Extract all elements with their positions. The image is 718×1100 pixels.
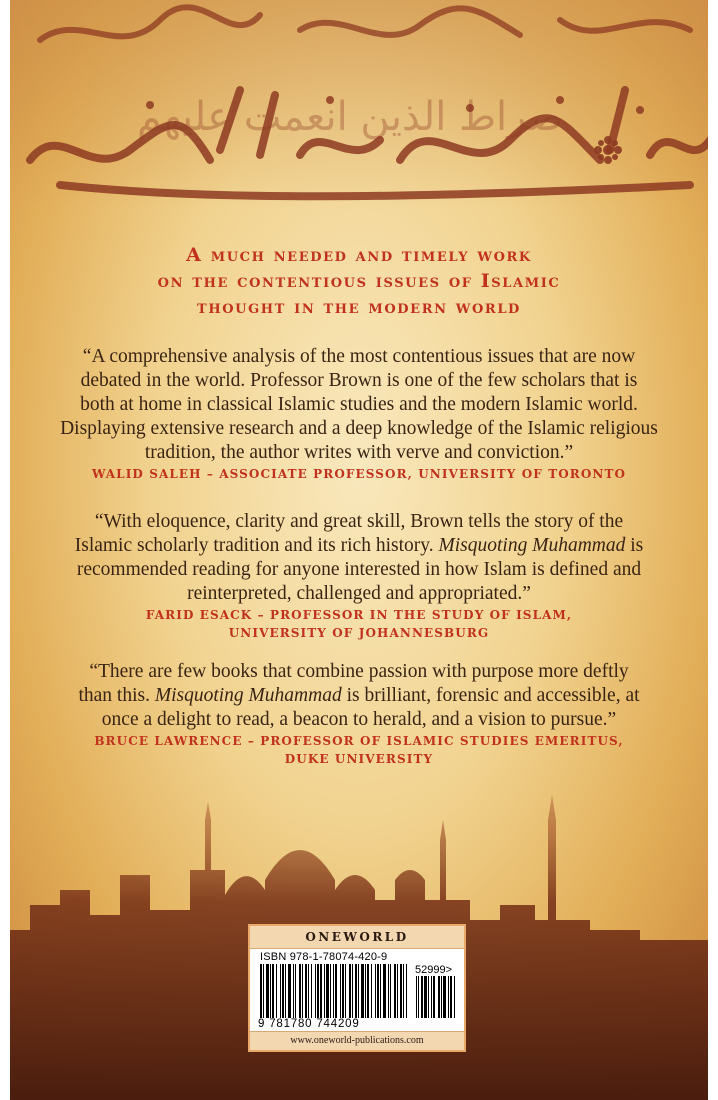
barcode-bar (380, 964, 381, 1018)
price-barcode-bar (421, 976, 423, 1018)
book-title-italic: Misquoting Muhammad (154, 685, 342, 706)
barcode-bar (355, 964, 357, 1018)
barcode-bar (311, 964, 312, 1018)
barcode-bar (302, 964, 303, 1018)
barcode-bar (293, 964, 294, 1018)
quote-attribution: DUKE UNIVERSITY (284, 752, 434, 766)
barcode-bar (317, 964, 319, 1018)
quote-attribution: UNIVERSITY OF JOHANNESBURG (228, 626, 490, 640)
barcode-bar (315, 964, 316, 1018)
barcode-bar (349, 964, 351, 1018)
barcode-bar (406, 964, 407, 1018)
barcode-bar (352, 964, 353, 1018)
price-barcode-bar (438, 976, 440, 1018)
price-barcode-bar (418, 976, 419, 1018)
calligraphy-text: صراط الذين انعمت عليهم (136, 94, 564, 140)
price-barcode-bar (416, 976, 417, 1018)
headline-line: thought in the modern world (197, 296, 521, 318)
barcode-bar (305, 964, 307, 1018)
headline (40, 242, 678, 320)
quote-line: “With eloquence, clarity and great skill, Brown tells the story of the (94, 511, 624, 532)
review-quote-3 (40, 660, 678, 768)
barcode-bar (276, 964, 277, 1018)
publisher-name: ONEWORLD (250, 926, 464, 949)
review-quote-1 (40, 345, 678, 483)
isbn-text: ISBN 978-1-78074-420-9 (260, 951, 388, 963)
barcode-label (248, 924, 466, 1052)
barcode-bar (342, 964, 344, 1018)
quote-attribution: BRUCE LAWRENCE – PROFESSOR OF ISLAMIC STUDIES EMERITUS, (94, 734, 624, 748)
price-barcode-bar (454, 976, 455, 1018)
barcode-bar (400, 964, 402, 1018)
price-barcode-bar (433, 976, 435, 1018)
publisher-website: www.oneworld-publications.com (250, 1031, 464, 1050)
barcode-bar (340, 964, 341, 1018)
headline-line: A much needed and timely work (186, 244, 532, 266)
barcode-bar (397, 964, 398, 1018)
arabic-calligraphy-band (0, 0, 718, 210)
quote-line: recommended reading for anyone interested in how Islam is defined and (76, 559, 642, 580)
barcode-bar (371, 964, 372, 1018)
price-barcode-bar (431, 976, 432, 1018)
barcode-bar (288, 964, 291, 1018)
barcode-bar (375, 964, 376, 1018)
barcode-bar (260, 964, 262, 1018)
quote-line: debated in the world. Professor Brown is one of the few scholars that is (80, 370, 638, 391)
barcode-bar (324, 964, 325, 1018)
barcode-bar (285, 964, 286, 1018)
barcode-bar (361, 964, 364, 1018)
barcode-bar (266, 964, 269, 1018)
barcode-bar (282, 964, 284, 1018)
quote-line: both at home in classical Islamic studies and the modern Islamic world. (80, 394, 638, 415)
book-title-italic: Misquoting Muhammad (438, 535, 626, 556)
barcode-bar (280, 964, 281, 1018)
barcode-bar (335, 964, 337, 1018)
barcode-bar (308, 964, 309, 1018)
price-code: 52999> (414, 964, 452, 976)
barcode-bar (383, 964, 386, 1018)
price-barcode-bar (448, 976, 449, 1018)
quote-line: Islamic scholarly tradition and its rich history. Misquoting Muhammad is (74, 535, 644, 556)
price-barcode-bar (428, 976, 429, 1018)
barcode-bar (388, 964, 389, 1018)
left-edge (0, 0, 10, 1100)
barcode-bar (358, 964, 359, 1018)
quote-line: reinterpreted, challenged and appropriated.” (187, 583, 531, 604)
price-barcode-bar (441, 976, 442, 1018)
review-quote-2 (40, 510, 678, 642)
barcode-bar (345, 964, 346, 1018)
barcode-bar (330, 964, 331, 1018)
quote-line: than this. Misquoting Muhammad is brilliant, forensic and accessible, at (78, 685, 640, 706)
barcode-bar (320, 964, 322, 1018)
headline-line: on the contentious issues of Islamic (157, 270, 561, 292)
price-barcode-bar (424, 976, 427, 1018)
quote-line: Displaying extensive research and a deep knowledge of the Islamic religious (60, 418, 658, 439)
barcode-bar (377, 964, 379, 1018)
barcode-bar (263, 964, 264, 1018)
quote-line: tradition, the author writes with verve and conviction.” (144, 442, 574, 463)
barcode-bar (367, 964, 369, 1018)
barcode-bar (403, 964, 404, 1018)
barcode-bar (365, 964, 366, 1018)
right-edge (708, 0, 718, 1100)
price-barcode-bar (450, 976, 452, 1018)
barcode-bar (272, 964, 274, 1018)
quote-attribution: WALID SALEH – ASSOCIATE PROFESSOR, UNIVERSITY OF TORONTO (91, 467, 627, 481)
quote-line: once a delight to read, a beacon to herald, and a vision to pursue.” (101, 709, 617, 730)
barcode-bar (333, 964, 334, 1018)
barcode-bar (299, 964, 301, 1018)
barcode-bar (394, 964, 396, 1018)
barcode-bar (295, 964, 296, 1018)
ean-barcode (258, 964, 458, 1018)
barcode-bar (270, 964, 271, 1018)
quote-line: “A comprehensive analysis of the most contentious issues that are now (82, 346, 636, 367)
price-barcode-bar (443, 976, 446, 1018)
barcode-bar (390, 964, 391, 1018)
barcode-bar (326, 964, 329, 1018)
ean-digits: 9 781780 744209 (258, 1018, 360, 1030)
quote-line: “There are few books that combine passion with purpose more deftly (89, 661, 629, 682)
quote-attribution: FARID ESACK – PROFESSOR IN THE STUDY OF ISLAM, (145, 608, 573, 622)
